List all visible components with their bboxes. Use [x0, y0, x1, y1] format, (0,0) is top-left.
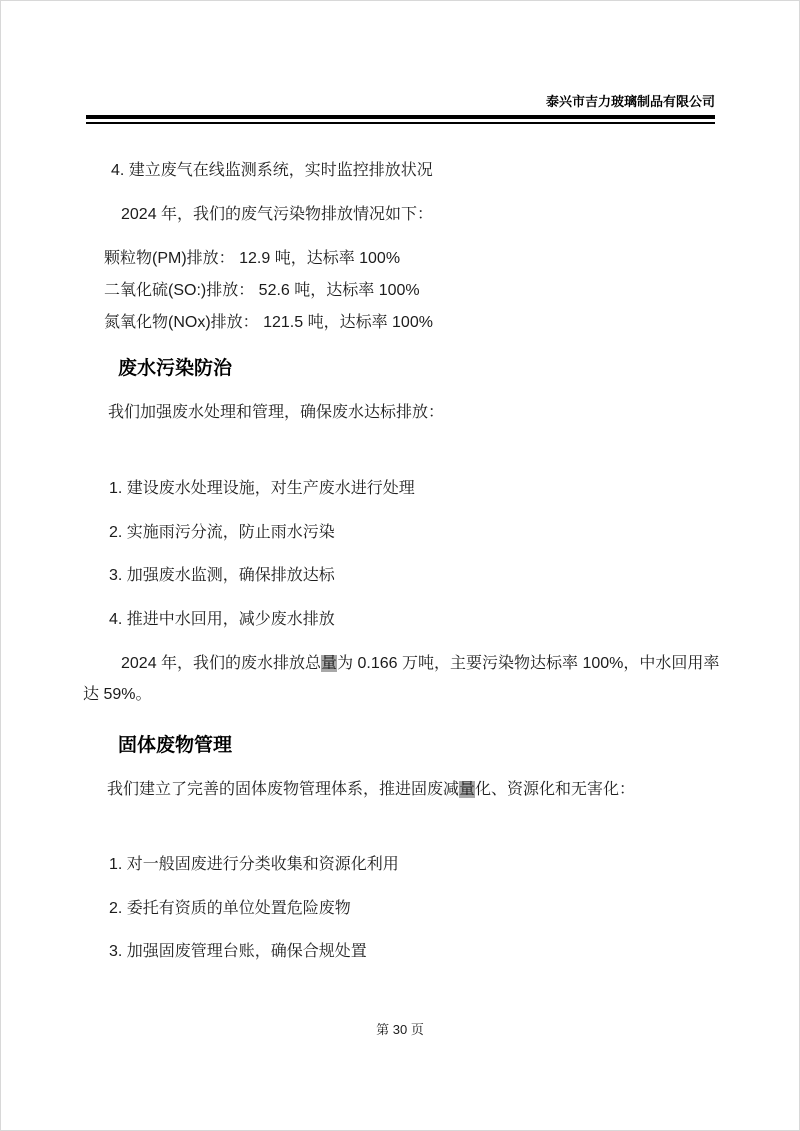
air-monitoring-list-item: 4. 建立废气在线监测系统，实时监控排放状况 [111, 162, 433, 179]
wastewater-summary-pre: 2024 年，我们的废水排放总 [121, 655, 322, 672]
solid-waste-intro [107, 780, 635, 800]
highlighted-char-liang-2: 量 [459, 781, 476, 798]
emission-line-so2: 二氧化硫(SO:)排放： 52.6 吨，达标率 100% [104, 282, 420, 299]
highlighted-char-liang: 量 [321, 655, 338, 672]
emission-line-nox: 氮氧化物(NOx)排放： 121.5 吨，达标率 100% [104, 314, 433, 331]
wastewater-list-item-2: 2. 实施雨污分流，防止雨水污染 [109, 524, 335, 541]
wastewater-list-item-4: 4. 推进中水回用，减少废水排放 [109, 611, 335, 628]
header-company-name: 泰兴市吉力玻璃制品有限公司 [545, 94, 715, 109]
section-heading-solid-waste: 固体废物管理 [118, 735, 233, 756]
air-emissions-intro: 2024 年，我们的废气污染物排放情况如下： [121, 206, 434, 223]
wastewater-list-item-1: 1. 建设废水处理设施，对生产废水进行处理 [109, 480, 415, 497]
solid-waste-list-item-1: 1. 对一般固废进行分类收集和资源化利用 [109, 856, 399, 873]
wastewater-summary-line1 [121, 654, 719, 674]
wastewater-list-item-3: 3. 加强废水监测，确保排放达标 [109, 567, 335, 584]
section-heading-wastewater: 废水污染防治 [118, 358, 233, 379]
header-double-rule [86, 115, 715, 124]
solid-waste-list-item-3: 3. 加强固废管理台账，确保合规处置 [109, 943, 367, 960]
wastewater-summary-post: 为 0.166 万吨，主要污染物达标率 100%，中水回用率 [337, 655, 720, 672]
solid-waste-intro-post: 化、资源化和无害化： [475, 781, 636, 798]
wastewater-intro: 我们加强废水处理和管理，确保废水达标排放： [108, 404, 445, 421]
wastewater-summary-line2: 达 59%。 [83, 686, 152, 703]
solid-waste-intro-pre: 我们建立了完善的固体废物管理体系，推进固废减 [107, 781, 460, 798]
page-number: 第 30 页 [376, 1022, 424, 1037]
emission-line-pm: 颗粒物(PM)排放： 12.9 吨，达标率 100% [104, 250, 401, 267]
solid-waste-list-item-2: 2. 委托有资质的单位处置危险废物 [109, 900, 351, 917]
